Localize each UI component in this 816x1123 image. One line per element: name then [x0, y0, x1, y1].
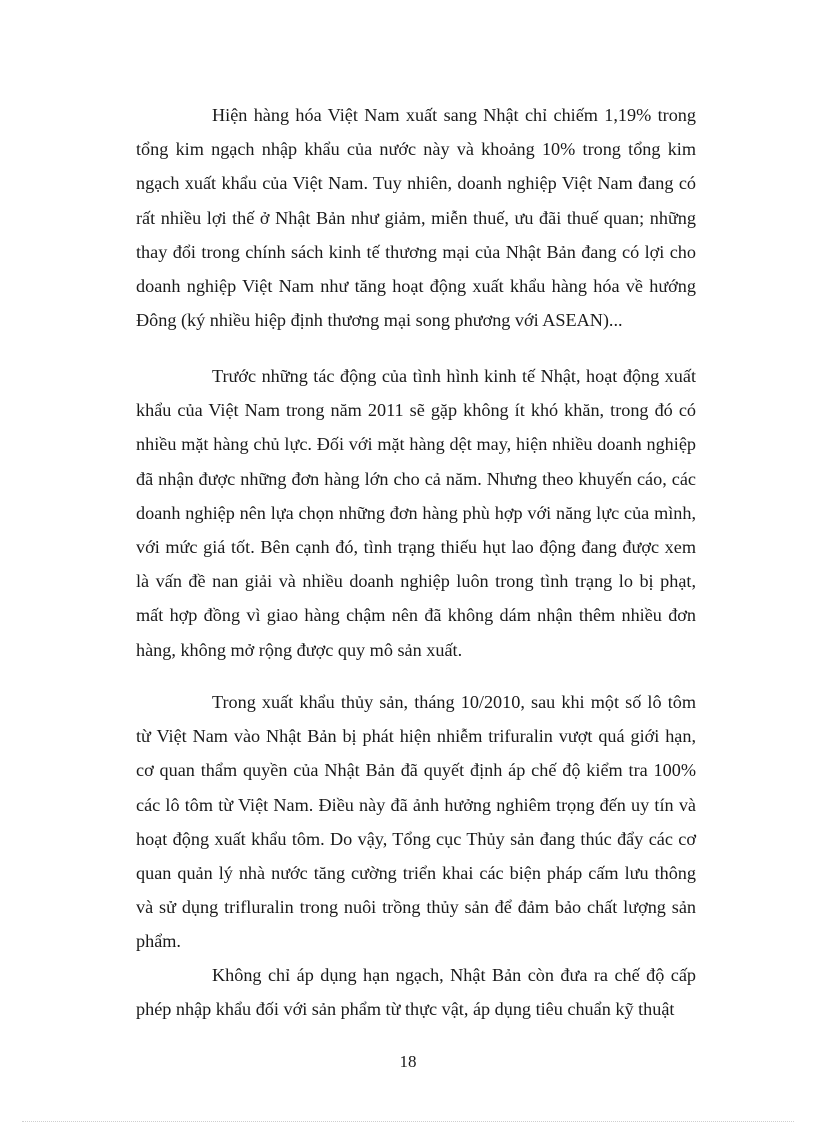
page-number: 18 [399, 1052, 417, 1071]
paragraph-export-difficulties: Trước những tác động của tình hình kinh tế Nhật, hoạt động xuất khẩu của Việt Nam trong năm 2011 sẽ gặp không ít khó khăn, trong đó có nhiều mặt hàng chủ lực. Đối với mặt hàng dệt may, hiện nhiều doanh nghiệp đã nhận được những đơn hàng lớn cho cả năm. Nhưng theo khuyến cáo, các doanh nghiệp nên lựa chọn những đơn hàng phù hợp với năng lực của mình, với mức giá tốt. Bên cạnh đó, tình trạng thiếu hụt lao động đang được xem là vấn đề nan giải và nhiều doanh nghiệp luôn trong tình trạng lo bị phạt, mất hợp đồng vì giao hàng chậm nên đã không dám nhận thêm nhiều đơn hàng, không mở rộng được quy mô sản xuất. [136, 366, 696, 660]
paragraph-import-licensing: Không chỉ áp dụng hạn ngạch, Nhật Bản còn đưa ra chế độ cấp phép nhập khẩu đối với sản phẩm từ thực vật, áp dụng tiêu chuẩn kỹ thuật [136, 965, 696, 1020]
paragraph-seafood-exports: Trong xuất khẩu thủy sản, tháng 10/2010, sau khi một số lô tôm từ Việt Nam vào Nhật Bản bị phát hiện nhiễm trifuralin vượt quá giới hạn, cơ quan thẩm quyền của Nhật Bản đã quyết định áp chế độ kiểm tra 100% các lô tôm từ Việt Nam. Điều này đã ảnh hưởng nghiêm trọng đến uy tín và hoạt động xuất khẩu tôm. Do vậy, Tổng cục Thủy sản đang thúc đẩy các cơ quan quản lý nhà nước tăng cường triển khai các biện pháp cấm lưu thông và sử dụng trifluralin trong nuôi trồng thủy sản để đảm bảo chất lượng sản phẩm. [136, 692, 696, 952]
page-bottom-divider [22, 1121, 794, 1122]
paragraph-export-share: Hiện hàng hóa Việt Nam xuất sang Nhật chỉ chiếm 1,19% trong tổng kim ngạch nhập khẩu của nước này và khoảng 10% trong tổng kim ngạch xuất khẩu của Việt Nam. Tuy nhiên, doanh nghiệp Việt Nam đang có rất nhiều lợi thế ở Nhật Bản như giảm, miễn thuế, ưu đãi thuế quan; những thay đổi trong chính sách kinh tế thương mại của Nhật Bản đang có lợi cho doanh nghiệp Việt Nam như tăng hoạt động xuất khẩu hàng hóa về hướng Đông (ký nhiều hiệp định thương mại song phương với ASEAN)... [136, 105, 696, 331]
